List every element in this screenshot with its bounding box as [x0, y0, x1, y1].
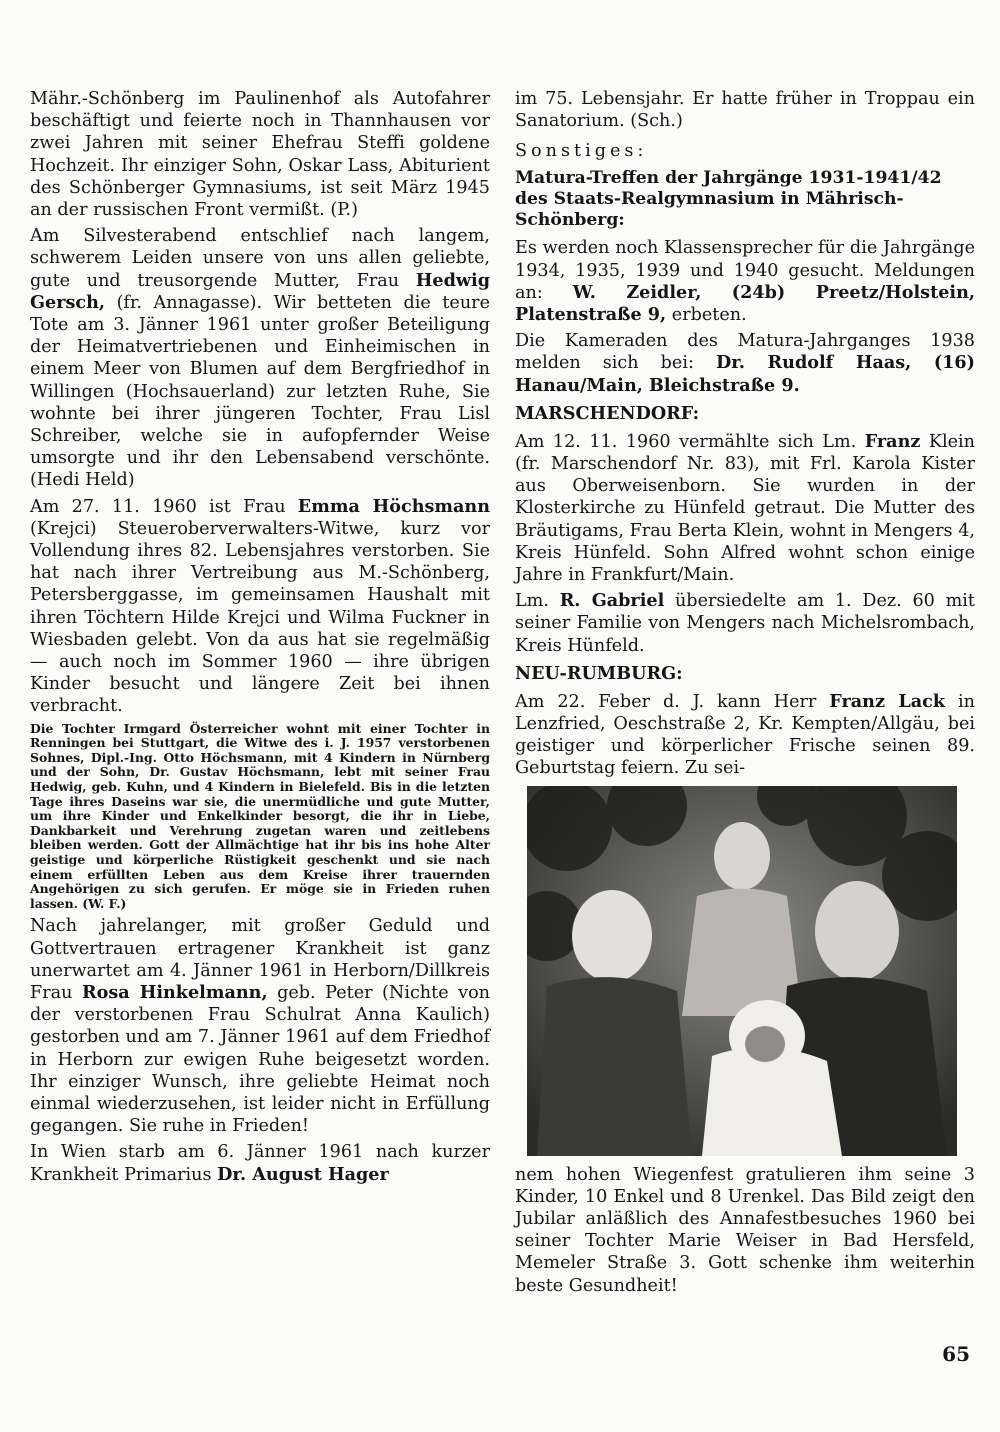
text: geb. Peter (Nichte von der verstorbenen Frau Schulrat Anna Kaulich) gestorben und am 7. Jänner 1961 auf dem Friedhof in Herborn zur ewigen Ruhe beigesetzt worden. Ihr einziger Wunsch, ihre geliebte Heimat noch einmal wiederzusehen, ist leider nicht in Erfüllung gegangen. Sie ruhe in Frieden! [30, 983, 490, 1137]
article-hoechsmann [30, 496, 490, 718]
contact-zeidler: W. Zeidler, (24b) Preetz/Holstein, Platenstraße 9, [515, 281, 976, 326]
contact-haas: Dr. Rudolf Haas, (16) Hanau/Main, Bleichstraße 9. [515, 352, 975, 396]
article-lack-cont: nem hohen Wiegenfest gratulieren ihm seine 3 Kinder, 10 Enkel und 8 Urenkel. Das Bild zeigt den Jubilar anläßlich des Annafestbesuches 1960 bei seiner Tochter Marie Weiser in Bad Hersfeld, Memeler Straße 3. Gott schenke ihm weiterhin beste Gesundheit! [515, 1164, 975, 1296]
page-number: 65 [942, 1342, 970, 1366]
text: Nach jahrelanger, mit großer Geduld und Gottvertrauen ertragener Krankheit ist ganz unerwartet am 4. Jänner 1961 in Herborn/Dillkreis Frau [30, 916, 490, 1004]
article-gersch [30, 225, 490, 491]
article-hager [30, 1141, 490, 1185]
name-hedwig-gersch: Hedwig Gersch, [30, 269, 490, 313]
right-column [515, 88, 975, 1301]
article-hager-cont: im 75. Lebensjahr. Er hatte früher in Troppau ein Sanatorium. (Sch.) [515, 89, 975, 132]
text: Am 12. 11. 1960 vermählte sich Lm. [515, 431, 865, 452]
text: Am Silvesterabend entschlief nach langem, schwerem Leiden unsere von uns allen geliebte, gute und treusorgende Mutter, Frau [30, 226, 490, 291]
article-gabriel [515, 590, 975, 657]
family-photo [527, 786, 957, 1156]
section-neu-rumburg: NEU-RUMBURG: [515, 662, 683, 684]
article-hoechsmann-family: Die Tochter Irmgard Österreicher wohnt mit einer Tochter in Renningen bei Stuttgart, die Witwe des i. J. 1957 verstorbenen Sohnes, Dipl.-Ing. Otto Höchsmann, mit 4 Kindern in Nürnberg und der Sohn, Dr. Gustav Höchsmann, lebt mit seiner Frau Hedwig, geb. Kuhn, und 4 Kindern in Bielefeld. Bis in die letzten Tage ihres Daseins war sie, die unermüdliche und gute Mutter, um ihre Kinder und Enkelkinder besorgt, die ihr in Liebe, Dankbarkeit und Verehrung zugetan waren und zeitlebens bleiben werden. Gott der Allmächtige hat ihr bis ins hohe Alter geistige und körperliche Rüstigkeit geschenkt und sie nach einem erfüllten Leben aus dem Kreise ihrer trauernden Angehörigen zu sich gerufen. Er möge sie in Frieden ruhen lassen. (W. F.) [30, 720, 490, 911]
article-lack [515, 691, 975, 780]
matura-heading: Matura-Treffen der Jahrgänge 1931-1941/42 des Staats-Realgymnasium in Mährisch-Schönberg: [515, 168, 942, 231]
article-lass: Mähr.-Schönberg im Paulinenhof als Autofahrer beschäftigt und feierte noch in Thannhausen vor zwei Jahren mit seiner Ehefrau Steffi goldene Hochzeit. Ihr einziger Sohn, Oskar Lass, Abiturient des Schönberger Gymnasiums, ist seit März 1945 an der russischen Front vermißt. (P.) [30, 89, 490, 221]
section-sonstiges: Sonstiges: [515, 141, 648, 162]
text: In Wien starb am 6. Jänner 1961 nach kurzer Krankheit Primarius [30, 1142, 490, 1185]
text: (Krejci) Steueroberverwalters-Witwe, kurz vor Vollendung ihres 82. Lebensjahres verstorben. Sie hat nach ihrer Vertreibung aus M.-Schönberg, Petersberggasse, im gemeinsamen Haushalt mit ihren Töchtern Hilde Krejci und Wilma Fuckner in Wiesbaden gelebt. Von da aus hat sie regelmäßig — auch noch im Sommer 1960 — ihre übrigen Kinder besucht und längere Zeit bei ihnen verbracht. [30, 518, 490, 717]
text: Lm. [515, 591, 560, 612]
name-franz: Franz [864, 430, 921, 452]
name-franz-lack: Franz Lack [829, 690, 946, 712]
text: Am 27. 11. 1960 ist Frau [30, 496, 298, 517]
text: (fr. Annagasse). Wir betteten die teure Tote am 3. Jänner 1961 unter großer Beteiligung der Heimatvertriebenen und Einheimischen in einem Meer von Blumen auf dem Bergfriedhof in Willingen (Hochsauerland) zur letzten Ruhe, Sie wohnte bei ihrer jüngeren Tochter, Frau Lisl Schreiber, welche sie in aufopfernder Weise umsorgte und ihr den Lebensabend verschönte. (Hedi Held) [30, 292, 490, 491]
article-matura-1938 [515, 330, 975, 397]
text: Klein (fr. Marschendorf Nr. 83), mit Frl. Karola Kister aus Oberweisenborn. Sie wurden in der Klosterkirche zu Hünfeld getraut. Die Mutter des Bräutigams, Frau Berta Klein, wohnt in Mengers 4, Kreis Hünfeld. Sohn Alfred wohnt schon einige Jahre in Frankfurt/Main. [515, 431, 976, 586]
name-r-gabriel: R. Gabriel [559, 590, 665, 612]
text: übersiedelte am 1. Dez. 60 mit seiner Familie von Mengers nach Michelsrombach, Kreis Hünfeld. [515, 591, 975, 656]
article-hinkelmann [30, 915, 490, 1137]
text: Es werden noch Klassensprecher für die Jahrgänge 1934, 1935, 1939 und 1940 gesucht. Meldungen an: [515, 238, 975, 303]
text: in Lenzfried, Oeschstraße 2, Kr. Kempten/Allgäu, bei geistiger und körperlicher Frische seinen 89. Geburtstag feiern. Zu sei- [515, 691, 976, 779]
family-photo-image [527, 786, 957, 1156]
name-rosa-hinkelmann: Rosa Hinkelmann, [81, 982, 268, 1004]
text: erbeten. [666, 305, 747, 326]
name-august-hager: Dr. August Hager [217, 1163, 389, 1185]
left-column [30, 88, 490, 1190]
article-klassensprecher [515, 237, 975, 326]
article-klein [515, 431, 975, 586]
text: Die Kameraden des Matura-Jahrganges 1938 melden sich bei: [515, 331, 975, 374]
name-emma-hoechsmann: Emma Höchsmann [297, 495, 490, 517]
section-marschendorf: MARSCHENDORF: [515, 402, 700, 424]
text: Am 22. Feber d. J. kann Herr [515, 691, 830, 712]
